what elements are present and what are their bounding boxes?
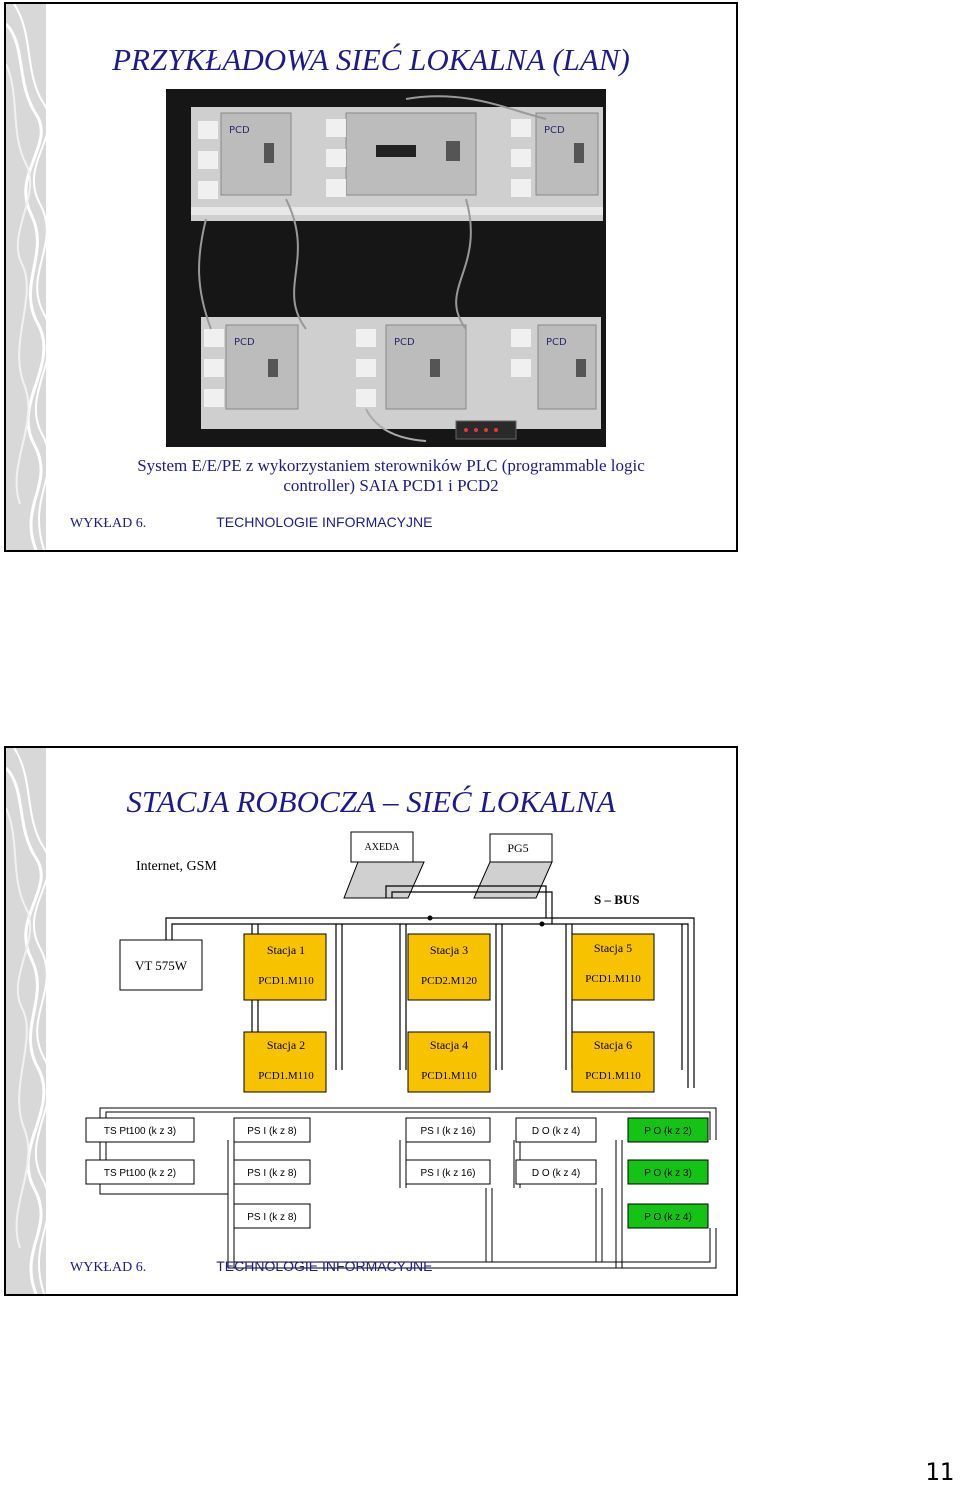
module-ps-i-16-row2 bbox=[406, 1160, 490, 1184]
svg-text:TS Pt100 (k z 2): TS Pt100 (k z 2) bbox=[103, 1168, 177, 1179]
station-name: Stacja 2 bbox=[266, 1038, 306, 1052]
s-bus-label: S – BUS bbox=[594, 892, 640, 907]
photo-caption bbox=[46, 456, 736, 496]
station-6 bbox=[572, 1032, 654, 1092]
page-number: 11 bbox=[925, 1458, 954, 1486]
slide-title: PRZYKŁADOWA SIEĆ LOKALNA (LAN) bbox=[112, 42, 630, 77]
station-3 bbox=[408, 934, 490, 1000]
module-po-2 bbox=[628, 1118, 708, 1142]
station-4 bbox=[408, 1032, 490, 1092]
svg-text:PS I (k z 16): PS I (k z 16) bbox=[420, 1126, 476, 1137]
footer-lecture: WYKŁAD 6. bbox=[70, 1260, 147, 1275]
pg5-label: PG5 bbox=[507, 841, 529, 855]
station-name: Stacja 1 bbox=[266, 943, 306, 957]
svg-text:PCD: PCD bbox=[544, 125, 565, 136]
module-ts-pt100-3 bbox=[86, 1118, 194, 1142]
module-do-4-row1 bbox=[516, 1118, 596, 1142]
svg-text:PS I (k z 8): PS I (k z 8) bbox=[247, 1212, 297, 1223]
station-name: Stacja 4 bbox=[429, 1038, 469, 1052]
vt-label: VT 575W bbox=[134, 958, 188, 973]
station-5 bbox=[572, 934, 654, 1000]
svg-text:P O (k z 2): P O (k z 2) bbox=[644, 1126, 692, 1137]
station-name: Stacja 3 bbox=[429, 943, 469, 957]
station-2 bbox=[244, 1032, 326, 1092]
svg-text:D O (k z 4): D O (k z 4) bbox=[531, 1126, 581, 1137]
station-name: Stacja 5 bbox=[593, 941, 633, 955]
svg-text:TS Pt100 (k z 3): TS Pt100 (k z 3) bbox=[103, 1126, 177, 1137]
pg5-terminal bbox=[474, 834, 552, 898]
svg-text:PCD: PCD bbox=[546, 337, 567, 348]
station-name: Stacja 6 bbox=[593, 1038, 633, 1052]
slide-footer bbox=[70, 514, 432, 532]
station-model: PCD1.M110 bbox=[585, 1070, 641, 1082]
footer-course: TECHNOLOGIE INFORMACYJNE bbox=[216, 514, 433, 530]
module-ps-i-16-row1 bbox=[406, 1118, 490, 1142]
station-model: PCD1.M110 bbox=[258, 975, 314, 987]
footer-lecture: WYKŁAD 6. bbox=[70, 516, 147, 531]
topographic-decoration bbox=[6, 4, 46, 550]
plc-rack-photo bbox=[166, 89, 606, 447]
axeda-terminal bbox=[344, 832, 424, 898]
station-1 bbox=[244, 934, 326, 1000]
svg-text:D O (k z 4): D O (k z 4) bbox=[531, 1168, 581, 1179]
station-model: PCD1.M110 bbox=[258, 1070, 314, 1082]
slide-lan-example bbox=[4, 2, 738, 552]
internet-label: Internet, GSM bbox=[136, 859, 217, 874]
module-po-4 bbox=[628, 1204, 708, 1228]
svg-text:P O (k z 3): P O (k z 3) bbox=[644, 1168, 692, 1179]
slide-workstation-network bbox=[4, 746, 738, 1296]
svg-text:PCD: PCD bbox=[234, 337, 255, 348]
axeda-label: AXEDA bbox=[364, 842, 400, 853]
caption-line-1: System E/E/PE z wykorzystaniem sterowników PLC (programmable logic bbox=[137, 456, 645, 475]
module-ps-i-8-row2 bbox=[234, 1160, 310, 1184]
module-ps-i-8-row3 bbox=[234, 1204, 310, 1228]
svg-text:PS I (k z 8): PS I (k z 8) bbox=[247, 1168, 297, 1179]
station-model: PCD1.M110 bbox=[421, 1070, 477, 1082]
module-po-3 bbox=[628, 1160, 708, 1184]
station-model: PCD1.M110 bbox=[585, 973, 641, 985]
module-ps-i-8-row1 bbox=[234, 1118, 310, 1142]
module-ts-pt100-2 bbox=[86, 1160, 194, 1184]
svg-text:PCD: PCD bbox=[229, 125, 250, 136]
network-diagram bbox=[6, 748, 736, 1294]
slide-footer bbox=[70, 1258, 432, 1276]
svg-text:PCD: PCD bbox=[394, 337, 415, 348]
slide-title: STACJA ROBOCZA – SIEĆ LOKALNA bbox=[126, 784, 616, 819]
footer-course: TECHNOLOGIE INFORMACYJNE bbox=[216, 1258, 433, 1274]
svg-text:P O (k z 4): P O (k z 4) bbox=[644, 1212, 692, 1223]
svg-text:PS I (k z 16): PS I (k z 16) bbox=[420, 1168, 476, 1179]
station-model: PCD2.M120 bbox=[421, 975, 477, 987]
module-do-4-row2 bbox=[516, 1160, 596, 1184]
caption-line-2: controller) SAIA PCD1 i PCD2 bbox=[283, 476, 499, 495]
svg-text:PS I (k z 8): PS I (k z 8) bbox=[247, 1126, 297, 1137]
